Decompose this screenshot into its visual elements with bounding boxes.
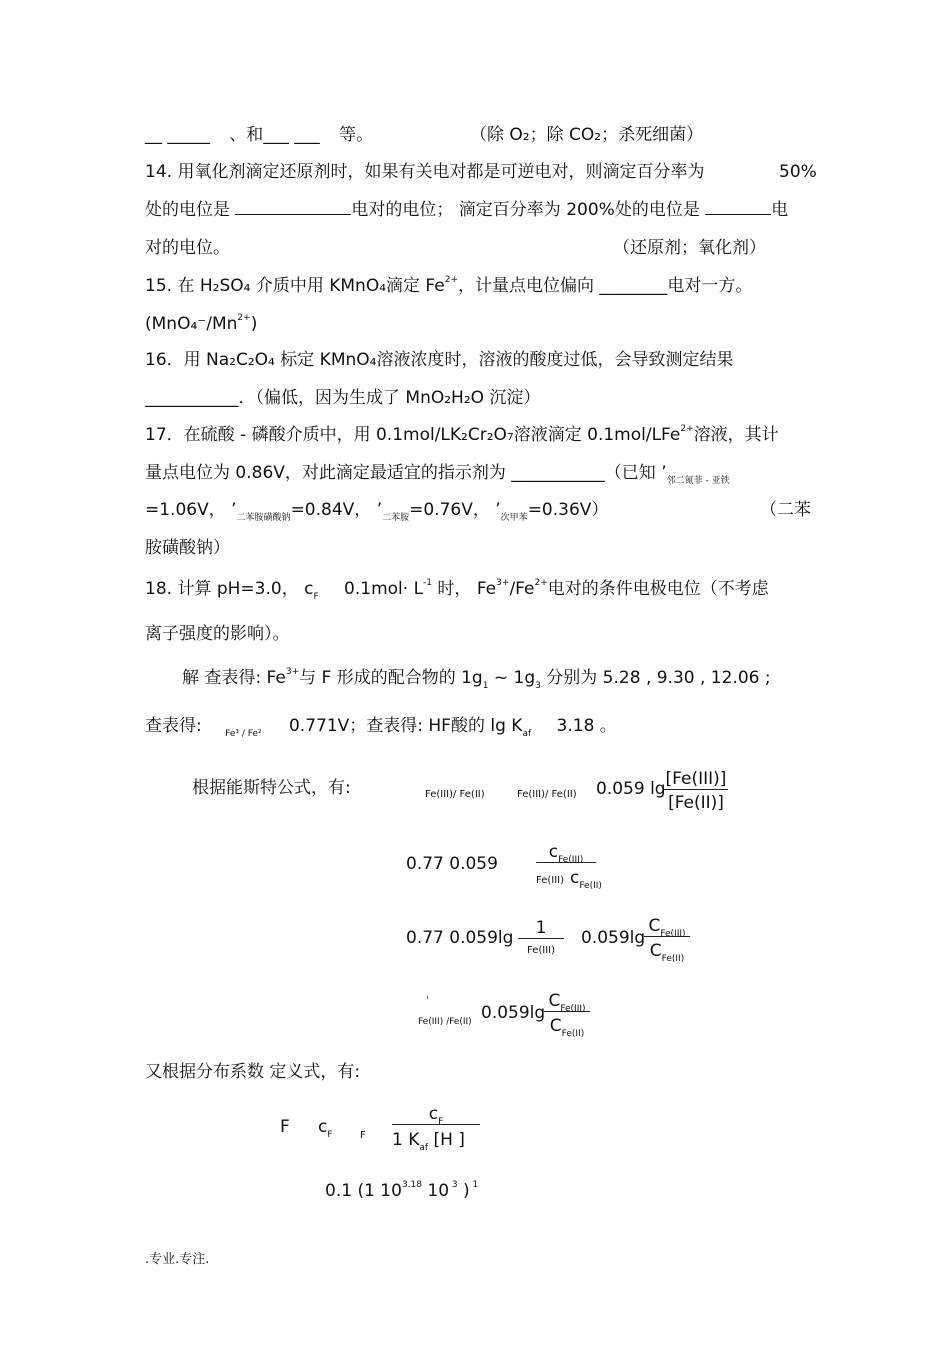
page-footer: .专业.专注. (145, 1252, 210, 1267)
eq1-denominator: [Fe(II)] (664, 789, 728, 813)
eq1-phi-sub: Fe(III)/ Fe(II) (425, 789, 485, 800)
eq3-fraction1: 1 Fe(III) (518, 918, 564, 956)
q17-line2: 量点电位为 0.86V，对此滴定最适宜的指示剂为 ___________（已知 $’_{邻二氮菲 - 亚铁}$ (145, 463, 730, 486)
q14-line1: 14. 用氧化剂滴定还原剂时，如果有关电对都是可逆电对，则滴定百分率为 (145, 162, 705, 182)
f1-F: F (280, 1117, 290, 1137)
q14-line2: 处的电位是 电对的电位； 滴定百分率为 200%处的电位是 电 (145, 200, 789, 220)
eq2-fraction: $c_{Fe(III)}$ Fe(III) $c_{Fe(II)}$ (536, 842, 602, 891)
eq3-mid: 0.059lg (581, 928, 646, 948)
eq4-mid: 0.059lg (481, 1003, 546, 1023)
f1-c: $c_F$ (318, 1117, 333, 1140)
solution-line2: 查表得: $_{Fe^3 / Fe^2}$ 0.771V；查表得: HF酸的 $\lg K_{af}$ 3.18 。 (145, 716, 617, 739)
eq1-numerator: [Fe(III)] (665, 769, 727, 789)
q16-line2: ___________．（偏低，因为生成了 MnO₂H₂O 沉淀） (145, 388, 541, 408)
eq4-fraction: $C_{Fe(III)}$ $C_{Fe(II)}$ (544, 991, 590, 1036)
eq1-fraction (664, 769, 728, 813)
q18-line2: 离子强度的影响）。 (145, 624, 290, 644)
q16-line1: 16．用 Na₂C₂O₄ 标定 KMnO₄溶液浓度时，溶液的酸度过低，会导致测定结果 (145, 350, 734, 370)
eq4-sub: Fe(III) /Fe(II) (418, 1017, 472, 1027)
q13-tail: __ _____ 、和___ ___ 等。 (145, 125, 374, 145)
q17-line1: 17．在硫酸 - 磷酸介质中，用 0.1mol/LK₂Cr₂O₇溶液滴定 0.1mol/LFe$^{2+}$溶液，其计 (145, 424, 779, 445)
q14-line3: 对的电位。 (145, 238, 230, 258)
eq3-fraction2: $C_{Fe(III)}$ $C_{Fe(II)}$ (644, 916, 690, 961)
f1-fraction: $c_F$ 1 $K_{af}$ [H ] (392, 1104, 480, 1150)
eq2-lhs: 0.77 0.059 (406, 854, 498, 874)
q13-answer: （除 O₂；除 CO₂；杀死细菌） (470, 125, 704, 145)
eq1-log: 0.059 lg (596, 779, 666, 799)
q14-pct50: 50% (779, 162, 817, 182)
solution-line1: 解 查表得: $Fe^{3+}$与 F 形成的配合物的 $1g_1$ ~ $1g_3$ 分别为 5.28 , 9.30 , 12.06 ; (182, 667, 771, 691)
nernst-label: 根据能斯特公式，有: (192, 778, 351, 798)
eq3-lhs: 0.77 0.059lg (406, 928, 514, 948)
q15-answer: $(MnO_4^-/Mn^{2+})$ (145, 313, 258, 334)
f2-expression: 0.1 (1 $10^{3.18}$ 10 $^3$ ) $^1$ (325, 1180, 479, 1201)
q17-line3: =1.06V， $’_{二苯胺磺酸钠}=0.84V$， $’_{二苯胺}=0.76V$， $’_{次甲苯}=0.36V$） (145, 500, 609, 523)
q17-answer-start: （二苯 (760, 500, 811, 520)
eq1-phi0-sub: Fe(III)/ Fe(II) (517, 789, 577, 800)
q17-line4: 胺磺酸钠） (145, 538, 230, 558)
f1-delta-sub: F (360, 1130, 366, 1141)
eq4-prime: ' (426, 995, 429, 1006)
q15-line1: 15. 在 H₂SO₄ 介质中用 KMnO₄滴定 $Fe^{2+}$，计量点电位偏向 ________电对一方。 (145, 275, 753, 296)
q18-line1: 18. 计算 pH=3.0， $c_F$ $0.1mol\cdot L^{-1}$ 时， $Fe^{3+}/Fe^{2+}$电对的条件电极电位（不考虑 (145, 578, 769, 602)
dist-label: 又根据分布系数 定义式，有: (145, 1062, 361, 1082)
q14-answer: （还原剂；氧化剂） (613, 238, 766, 258)
